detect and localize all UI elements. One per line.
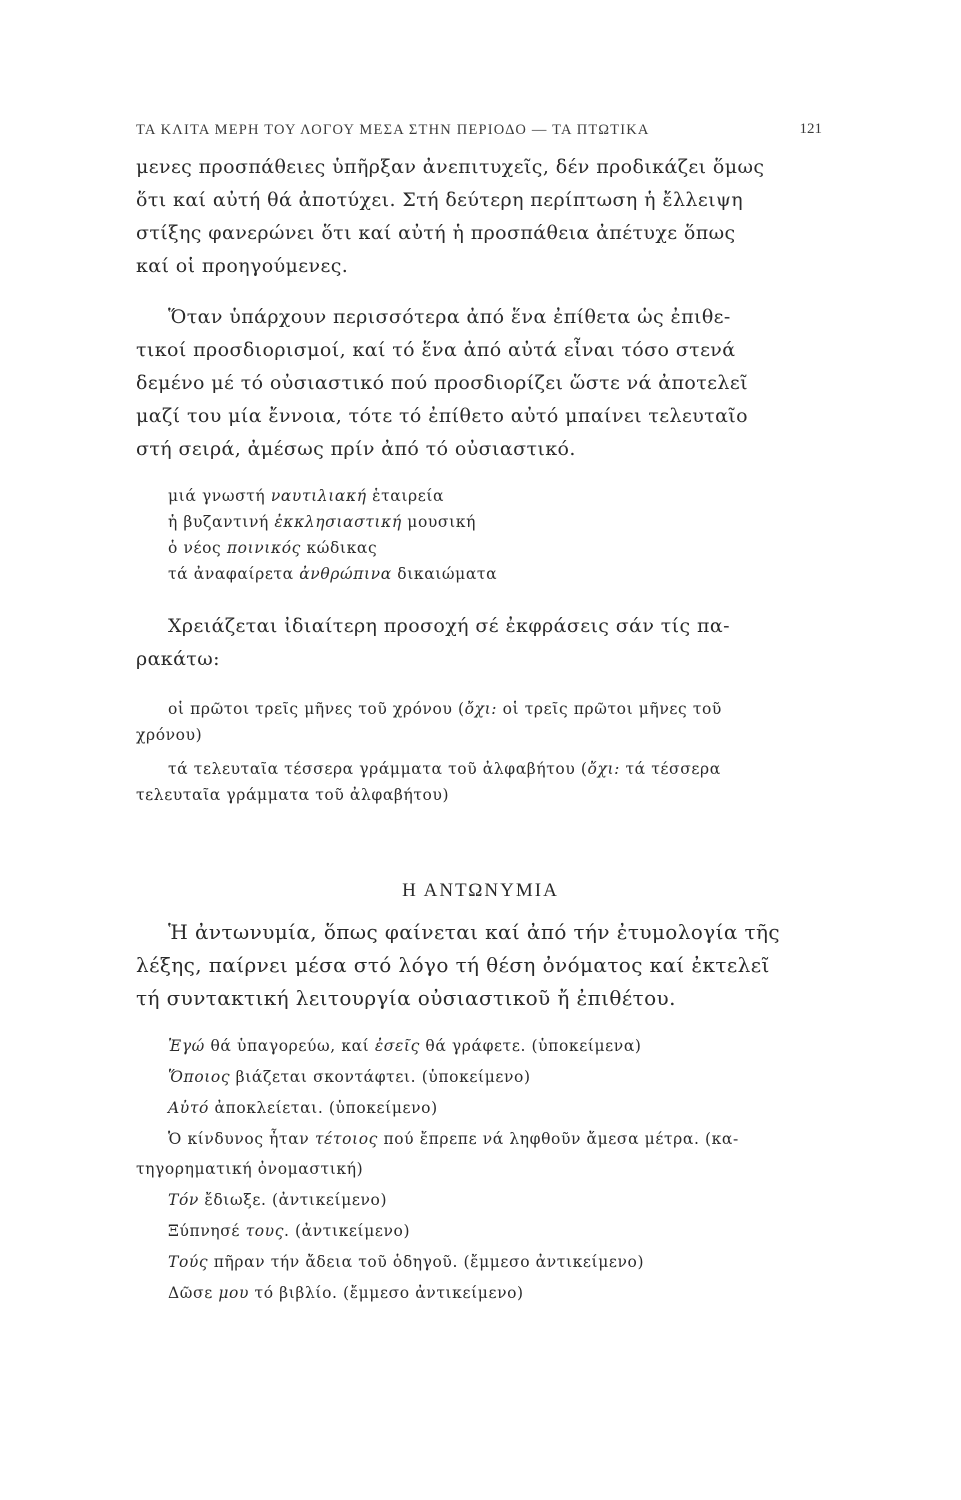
text-line: στή σειρά, ἀμέσως πρίν ἀπό τό οὐσιαστικό. <box>136 438 576 460</box>
section-heading: Η ΑΝΤΩΝΥΜΙΑ <box>402 880 559 901</box>
text-line: τικοί προσδιορισμοί, καί τό ἕνα ἀπό αὐτά εἶναι τόσο στενά <box>136 339 736 361</box>
example-line: ὁ νέος ποινικός κώδικας <box>168 539 378 557</box>
example-line: οἱ πρῶτοι τρεῖς μῆνες τοῦ χρόνου (ὄχι: οἱ τρεῖς πρῶτοι μῆνες τοῦ <box>168 700 722 718</box>
example-line: Ὁ κίνδυνος ἦταν τέτοιος πού ἔπρεπε νά ληφθοῦν ἄμεσα μέτρα. (κα- <box>168 1130 739 1148</box>
text-line: Ἡ ἀντωνυμία, ὅπως φαίνεται καί ἀπό τήν ἐτυμολογία τῆς <box>168 920 780 944</box>
example-line: Ἐγώ θά ὑπαγορεύω, καί ἐσεῖς θά γράφετε. (ὑποκείμενα) <box>168 1037 642 1055</box>
example-line: τελευταῖα γράμματα τοῦ ἀλφαβήτου) <box>136 786 450 804</box>
example-line: ἡ βυζαντινή ἐκκλησιαστική μουσική <box>168 513 476 531</box>
text-line: ὅτι καί αὐτή θά ἀποτύχει. Στή δεύτερη περίπτωση ἡ ἔλλειψη <box>136 189 744 211</box>
example-line: Δῶσε μου τό βιβλίο. (ἔμμεσο ἀντικείμενο) <box>168 1284 524 1302</box>
running-header <box>136 122 822 139</box>
example-line: Τούς πῆραν τήν ἄδεια τοῦ ὁδηγοῦ. (ἔμμεσο ἀντικείμενο) <box>168 1253 645 1271</box>
text-line: τή συντακτική λειτουργία οὐσιαστικοῦ ἤ ἐπιθέτου. <box>136 986 676 1010</box>
example-line: τηγορηματική ὀνομαστική) <box>136 1160 364 1178</box>
example-line: Ὅποιος βιάζεται σκοντάφτει. (ὑποκείμενο) <box>168 1068 531 1086</box>
example-line: τά τελευταῖα τέσσερα γράμματα τοῦ ἀλφαβήτου (ὄχι: τά τέσσερα <box>168 760 721 778</box>
text-line: στίξης φανερώνει ὅτι καί αὐτή ἡ προσπάθεια ἀπέτυχε ὅπως <box>136 222 736 244</box>
text-line: ρακάτω: <box>136 648 220 670</box>
text-line: μαζί του μία ἔννοια, τότε τό ἐπίθετο αὐτό μπαίνει τελευταῖο <box>136 405 748 427</box>
page-number: 121 <box>799 121 822 137</box>
text-line: δεμένο μέ τό οὐσιαστικό πού προσδιορίζει ὥστε νά ἀποτελεῖ <box>136 372 748 394</box>
example-line: χρόνου) <box>136 726 203 744</box>
running-title: ΤΑ ΚΛΙΤΑ ΜΕΡΗ ΤΟΥ ΛΟΓΟΥ ΜΕΣΑ ΣΤΗΝ ΠΕΡΙΟΔΟ — ΤΑ ΠΤΩΤΙΚΑ <box>136 122 650 138</box>
text-line: μενες προσπάθειες ὑπῆρξαν ἀνεπιτυχεῖς, δέν προδικάζει ὅμως <box>136 156 765 178</box>
text-line: Χρειάζεται ἰδιαίτερη προσοχή σέ ἐκφράσεις σάν τίς πα- <box>168 615 730 637</box>
text-line: λέξης, παίρνει μέσα στό λόγο τή θέση ὀνόματος καί ἐκτελεῖ <box>136 953 770 977</box>
example-line: τά ἀναφαίρετα ἀνθρώπινα δικαιώματα <box>168 565 498 583</box>
example-line: Τόν ἔδιωξε. (ἀντικείμενο) <box>168 1191 388 1209</box>
example-line: μιά γνωστή ναυτιλιακή ἑταιρεία <box>168 487 445 505</box>
text-line: καί οἱ προηγούμενες. <box>136 255 349 277</box>
example-line: Αὐτό ἀποκλείεται. (ὑποκείμενο) <box>168 1099 438 1117</box>
example-line: Ξύπνησέ τους. (ἀντικείμενο) <box>168 1222 411 1240</box>
text-line: Ὅταν ὑπάρχουν περισσότερα ἀπό ἕνα ἐπίθετα ὡς ἐπιθε- <box>168 306 731 328</box>
